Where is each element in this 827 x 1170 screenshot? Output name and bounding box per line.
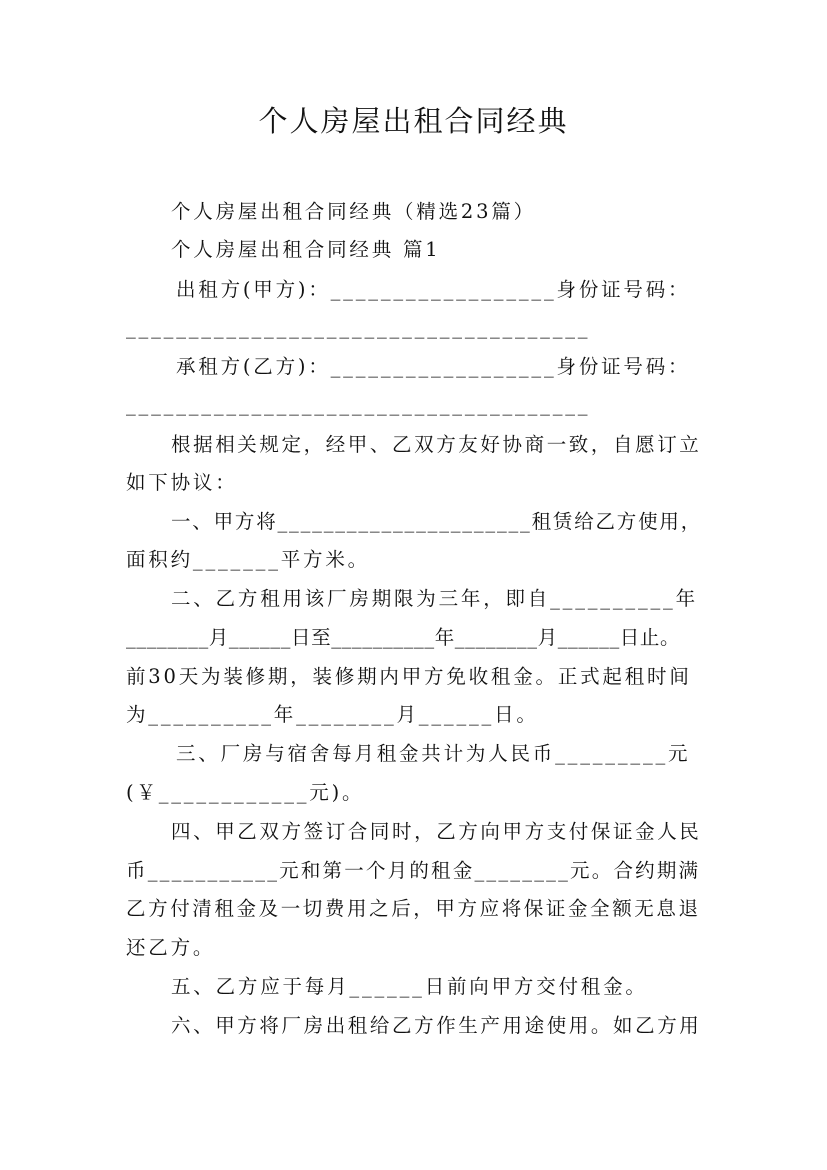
clause-4-line-1: 四、甲乙双方签订合同时，乙方向甲方支付保证金人民 [171, 820, 702, 843]
lessee-id-blank: _____________________________________ [126, 393, 591, 416]
clause-4-line-4: 还乙方。 [126, 936, 216, 959]
clause-2-line-4: 为__________年________月______日。 [126, 703, 539, 726]
lessor-id-blank: _____________________________________ [126, 316, 591, 339]
clause-6-line-1: 六、甲方将厂房出租给乙方作生产用途使用。如乙方用 [171, 1014, 702, 1037]
lessor-line: 出租方(甲方)：__________________身份证号码： [176, 278, 691, 301]
clause-3-line-1: 三、厂房与宿舍每月租金共计为人民币_________元 [176, 742, 691, 765]
clause-4-line-3: 乙方付清租金及一切费用之后，甲方应将保证金全额无息退 [126, 897, 701, 920]
document-title: 个人房屋出租合同经典 [258, 104, 569, 138]
clause-1-line-2: 面积约_______平方米。 [126, 548, 370, 571]
clause-3-line-2: (￥____________元)。 [126, 781, 365, 804]
clause-5-line-1: 五、乙方应于每月______日前向甲方交付租金。 [171, 975, 648, 998]
paragraph-intro-2: 如下协议： [126, 471, 238, 494]
paragraph-intro-1: 根据相关规定，经甲、乙双方友好协商一致，自愿订立 [171, 433, 702, 456]
subtitle-line: 个人房屋出租合同经典（精选23篇） [171, 200, 536, 223]
clause-2-line-1: 二、乙方租用该厂房期限为三年，即自__________年 [171, 587, 698, 610]
clause-1-line-1: 一、甲方将______________________租赁给乙方使用， [171, 510, 702, 533]
clause-2-line-3: 前30天为装修期，装修期内甲方免收租金。正式起租时间 [126, 665, 692, 688]
lessee-line: 承租方(乙方)：__________________身份证号码： [176, 355, 691, 378]
clause-4-line-2: 币___________元和第一个月的租金________元。合约期满 [126, 859, 701, 882]
section-heading: 个人房屋出租合同经典 篇1 [171, 238, 441, 261]
clause-2-line-2: ________月______日至__________年________月______日止。 [126, 626, 681, 649]
